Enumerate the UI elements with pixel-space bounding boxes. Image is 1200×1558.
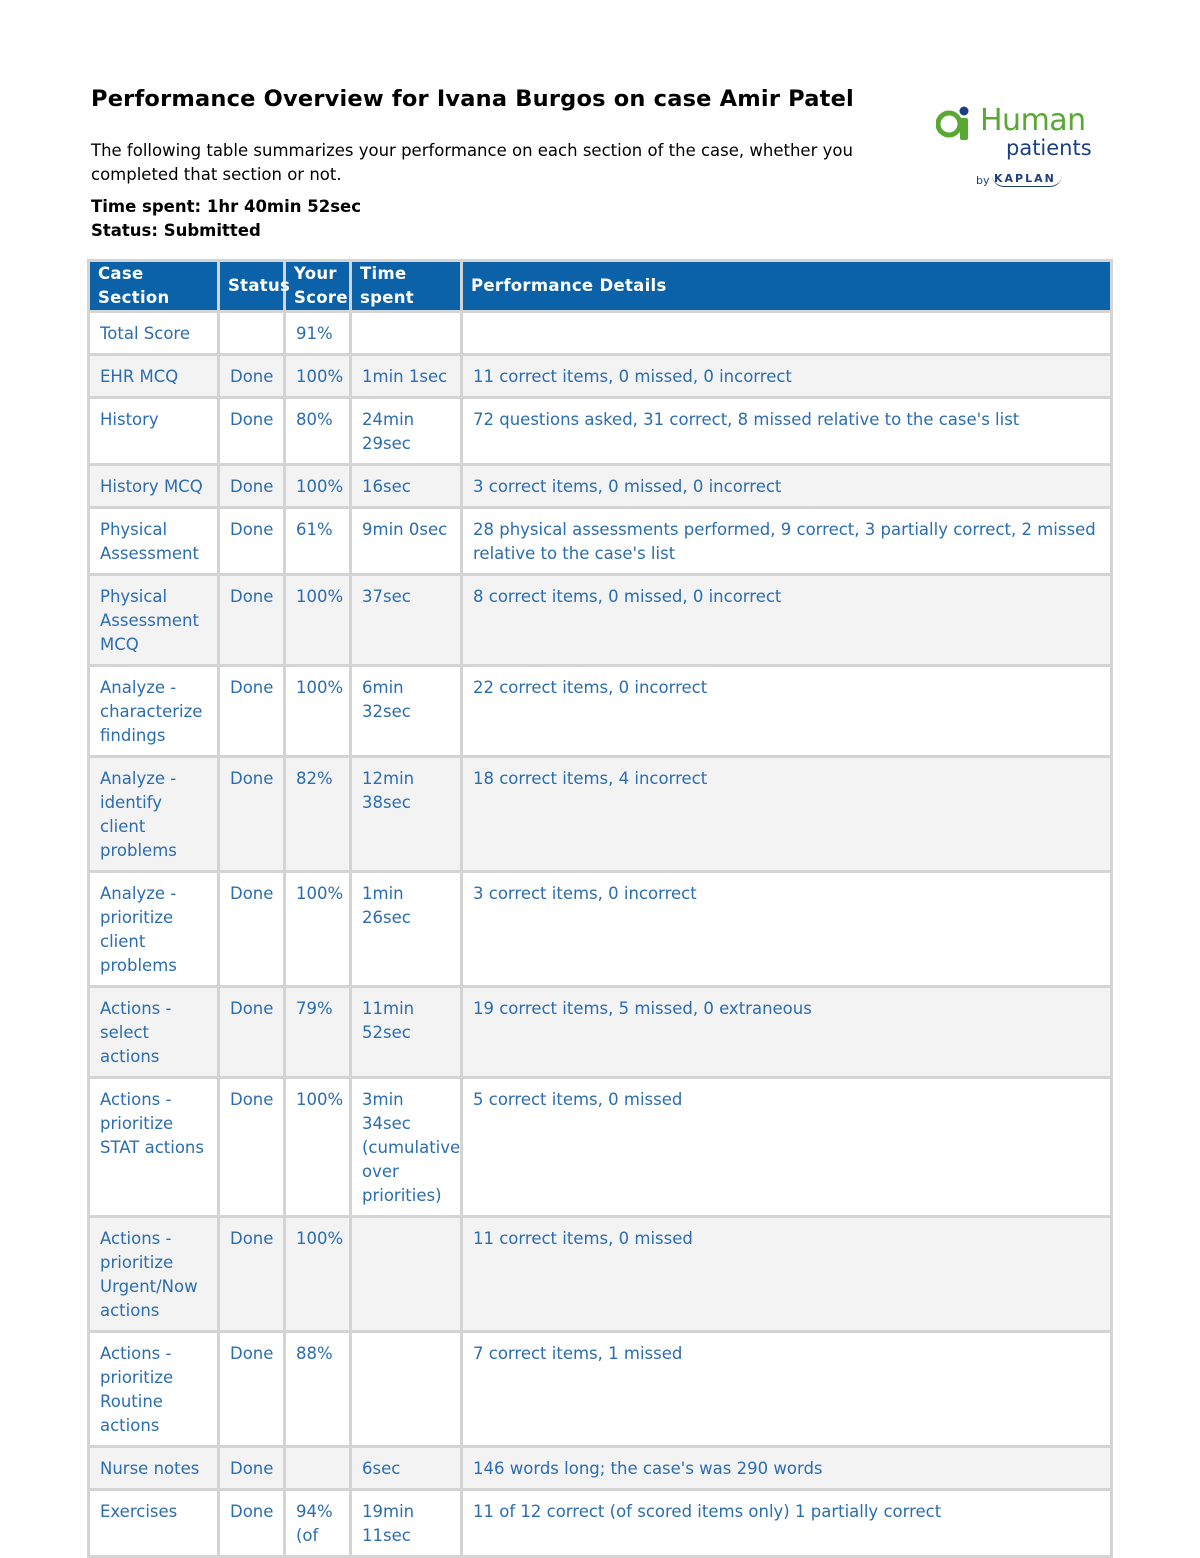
cell-case-section: Nurse notes [90,1448,220,1491]
cell-score: 82% [286,758,352,873]
cell-case-section: Actions - select actions [90,988,220,1079]
table-row [90,356,1113,399]
cell-status: Done [220,1448,286,1491]
cell-status: Done [220,509,286,576]
cell-time-spent: 16sec [352,466,463,509]
cell-time-spent: 6min 32sec [352,667,463,758]
cell-case-section: EHR MCQ [90,356,220,399]
cell-status: Done [220,873,286,988]
column-header-your-score: Your Score [286,262,352,313]
cell-score: 61% [286,509,352,576]
table-row [90,399,1113,466]
table-header-row [90,262,1113,313]
table-row [90,758,1113,873]
table-row [90,1333,1113,1448]
cell-score: 100% [286,576,352,667]
status-label: Status: [91,221,158,240]
cell-score: 94% (of [286,1491,352,1558]
cell-time-spent: 24min 29sec [352,399,463,466]
cell-time-spent [352,1218,463,1333]
cell-status: Done [220,576,286,667]
performance-table [87,259,1113,1558]
table-row [90,1448,1113,1491]
cell-status: Done [220,466,286,509]
cell-status [220,313,286,356]
cell-status: Done [220,1491,286,1558]
cell-status: Done [220,399,286,466]
cell-time-spent: 1min 1sec [352,356,463,399]
cell-time-spent: 3min 34sec (cumulative over priorities) [352,1079,463,1218]
column-header-status: Status [220,262,286,313]
cell-time-spent: 9min 0sec [352,509,463,576]
page-title: Performance Overview for Ivana Burgos on case Amir Patel [91,86,854,112]
cell-case-section: History [90,399,220,466]
cell-case-section: Exercises [90,1491,220,1558]
cell-performance-details: 7 correct items, 1 missed [463,1333,1113,1448]
cell-performance-details: 8 correct items, 0 missed, 0 incorrect [463,576,1113,667]
cell-case-section: Actions - prioritize Urgent/Now actions [90,1218,220,1333]
cell-time-spent: 1min 26sec [352,873,463,988]
cell-status: Done [220,667,286,758]
cell-score: 80% [286,399,352,466]
status-value: Submitted [163,221,261,240]
cell-case-section: Actions - prioritize Routine actions [90,1333,220,1448]
time-spent-label: Time spent: [91,197,202,216]
ihuman-logo [936,103,1106,198]
cell-score: 91% [286,313,352,356]
cell-performance-details: 146 words long; the case's was 290 words [463,1448,1113,1491]
status-line [91,219,361,243]
cell-score [286,1448,352,1491]
time-spent-value: 1hr 40min 52sec [206,197,362,216]
table-row [90,1218,1113,1333]
cell-score: 79% [286,988,352,1079]
cell-performance-details: 72 questions asked, 31 correct, 8 missed relative to the case's list [463,399,1113,466]
table-row [90,873,1113,988]
cell-case-section: Physical Assessment [90,509,220,576]
cell-performance-details: 11 of 12 correct (of scored items only) 1 partially correct [463,1491,1113,1558]
cell-time-spent [352,1333,463,1448]
column-header-time-spent: Time spent [352,262,463,313]
column-header-case-section: Case Section [90,262,220,313]
intro-text: The following table summarizes your performance on each section of the case, whether you completed that section or not. [91,141,853,184]
cell-status: Done [220,758,286,873]
cell-status: Done [220,1079,286,1218]
logo-sub-text: patients [1006,136,1092,160]
logo-by-text: by [976,174,990,187]
time-spent-line [91,195,361,219]
cell-performance-details: 28 physical assessments performed, 9 correct, 3 partially correct, 2 missed relative to the case's list [463,509,1113,576]
cell-case-section: Analyze - characterize findings [90,667,220,758]
table-row [90,1079,1113,1218]
table-row [90,576,1113,667]
cell-score: 100% [286,466,352,509]
cell-performance-details: 3 correct items, 0 incorrect [463,873,1113,988]
cell-case-section: Actions - prioritize STAT actions [90,1079,220,1218]
cell-status: Done [220,1218,286,1333]
cell-case-section: Total Score [90,313,220,356]
cell-time-spent: 19min 11sec [352,1491,463,1558]
cell-performance-details: 3 correct items, 0 missed, 0 incorrect [463,466,1113,509]
table-row [90,313,1113,356]
cell-time-spent: 11min 52sec [352,988,463,1079]
cell-performance-details: 5 correct items, 0 missed [463,1079,1113,1218]
cell-case-section: History MCQ [90,466,220,509]
cell-score: 100% [286,667,352,758]
table-row [90,988,1113,1079]
cell-case-section: Analyze - prioritize client problems [90,873,220,988]
cell-performance-details: 19 correct items, 5 missed, 0 extraneous [463,988,1113,1079]
cell-score: 100% [286,873,352,988]
cell-performance-details: 22 correct items, 0 incorrect [463,667,1113,758]
cell-performance-details: 11 correct items, 0 missed [463,1218,1113,1333]
cell-time-spent [352,313,463,356]
cell-score: 100% [286,1218,352,1333]
summary-meta [91,195,361,243]
logo-brand-text: Human [980,103,1086,138]
table-row [90,1491,1113,1558]
cell-status: Done [220,356,286,399]
cell-case-section: Analyze - identify client problems [90,758,220,873]
cell-performance-details: 18 correct items, 4 incorrect [463,758,1113,873]
cell-score: 100% [286,356,352,399]
table-row [90,509,1113,576]
cell-score: 100% [286,1079,352,1218]
cell-status: Done [220,1333,286,1448]
cell-time-spent: 6sec [352,1448,463,1491]
cell-case-section: Physical Assessment MCQ [90,576,220,667]
ihuman-mark-icon [936,105,980,145]
cell-performance-details: 11 correct items, 0 missed, 0 incorrect [463,356,1113,399]
cell-score: 88% [286,1333,352,1448]
table-row [90,667,1113,758]
column-header-performance-details: Performance Details [463,262,1113,313]
table-row [90,466,1113,509]
cell-time-spent: 37sec [352,576,463,667]
logo-kaplan-text: KAPLAN [992,172,1062,187]
cell-performance-details [463,313,1113,356]
cell-status: Done [220,988,286,1079]
cell-time-spent: 12min 38sec [352,758,463,873]
